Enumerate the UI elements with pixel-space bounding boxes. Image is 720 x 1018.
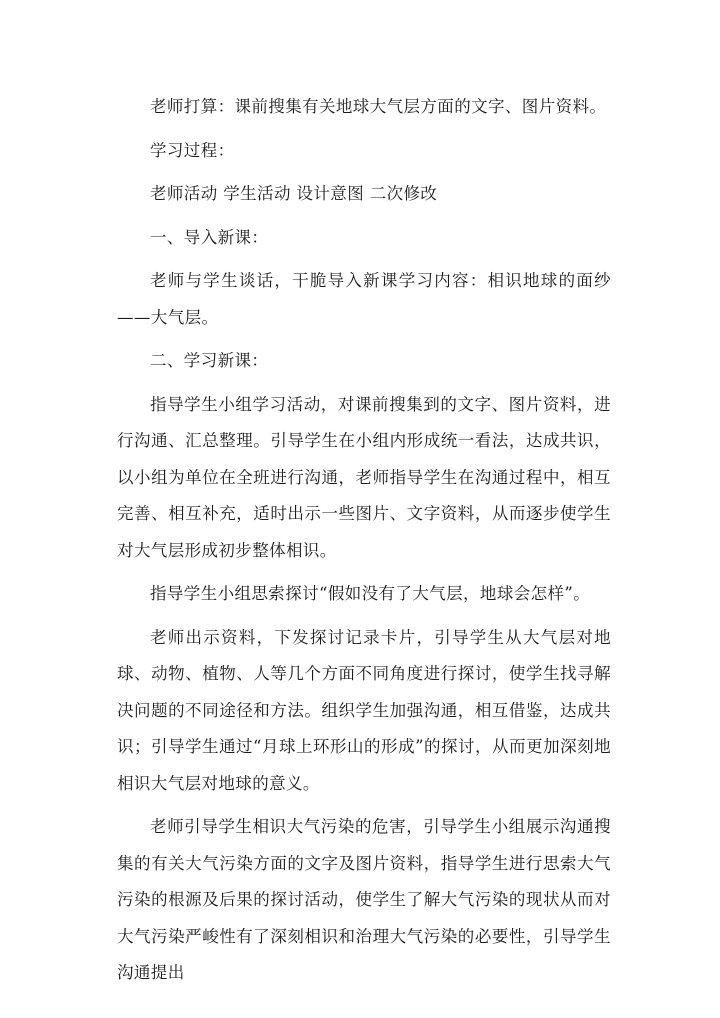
paragraph-air-pollution: 老师引导学生相识大气污染的危害，引导学生小组展示沟通搜集的有关大气污染方面的文字及图片资料，指导学生进行思索大气污染的根源及后果的探讨活动，使学生了解大气污染的现状从而对大气污染严峻性有了深刻相识和治理大气污染的必要性，引导学生沟通提出 (117, 817, 611, 982)
paragraph-teacher-preparation: 老师打算：课前搜集有关地球大气层方面的文字、图片资料。 (150, 97, 607, 116)
paragraph-learning-process-heading: 学习过程： (150, 140, 235, 160)
paragraph-section-two-heading: 二、学习新课： (150, 351, 269, 370)
paragraph-group-study: 指导学生小组学习活动，对课前搜集到的文字、图片资料，进行沟通、汇总整理。引导学生在小组内形成统一看法，达成共识，以小组为单位在全班进行沟通，老师指导学生在沟通过程中，相互完善、相互补充，适时出示一些图片、文字资料，从而逐步使学生对大气层形成初步整体相识。 (117, 394, 611, 560)
paragraph-section-one-heading: 一、导入新课： (150, 227, 269, 247)
paragraph-activity-columns: 老师活动 学生活动 设计意图 二次修改 (150, 184, 438, 203)
document-page (117, 89, 611, 992)
paragraph-think-discuss: 指导学生小组思索探讨“假如没有了大气层，地球会怎样”。 (150, 584, 591, 603)
paragraph-discussion-cards: 老师出示资料，下发探讨记录卡片，引导学生从大气层对地球、动物、植物、人等几个方面不同角度进行探讨，使学生找寻解决问题的不同途径和方法。组织学生加强沟通，相互借鉴，达成共识；引导学生通过“月球上环形山的形成”的探讨，从而更加深刻地相识大气层对地球的意义。 (117, 627, 611, 793)
paragraph-introduction: 老师与学生谈话，干脆导入新课学习内容：相识地球的面纱——大气层。 (117, 271, 611, 327)
